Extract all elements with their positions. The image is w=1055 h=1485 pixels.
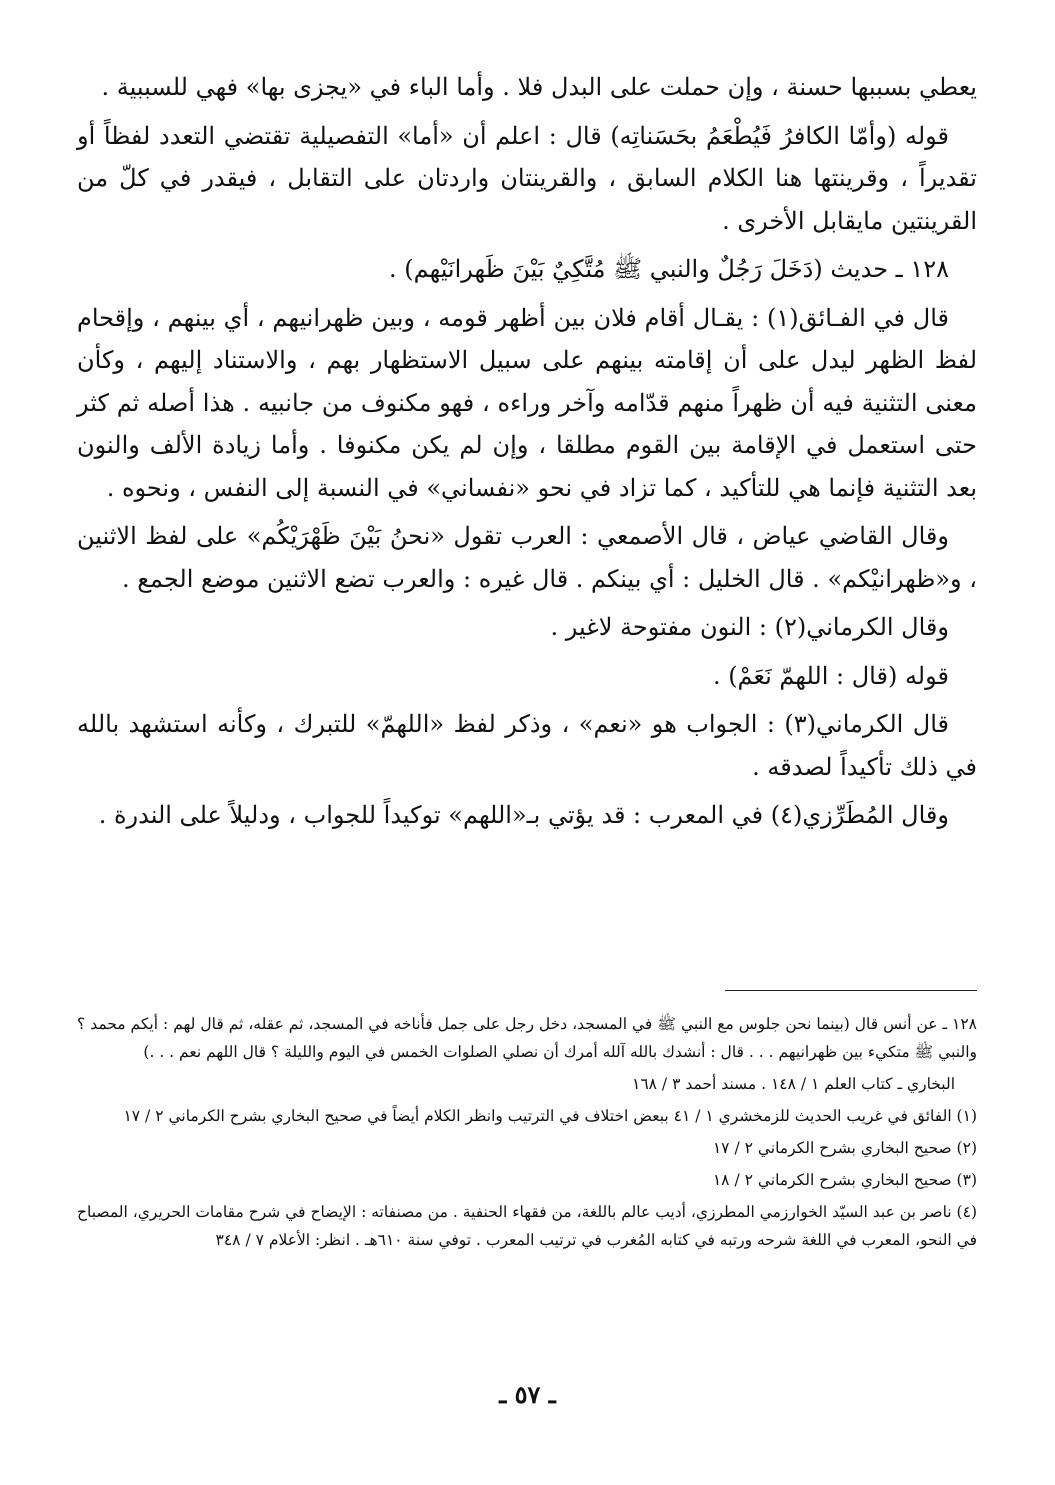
paragraph-allahumma-naam: قوله (قال : اللهمّ نَعَمْ) .: [712, 661, 949, 690]
footnotes-section: [77, 1010, 977, 1258]
page-number: ـ ٥٧ ـ: [499, 1380, 556, 1409]
footnote-2: (٢) صحيح البخاري بشرح الكرماني ٢ / ١٧: [712, 1139, 977, 1157]
paragraph-kirmani-jawab: قال الكرماني(٣) : الجواب هو «نعم» ، وذكر لفظ «اللهمّ» للتبرك ، وكأنه استشهد بالله في ذلك تأكيداً لصدقه .: [77, 710, 977, 781]
paragraph-kirmani-nun: وقال الكرماني(٢) : النون مفتوحة لاغير .: [550, 613, 949, 641]
footnote-1: (١) الفائق في غريب الحديث للزمخشري ١ / ٤١ ببعض اختلاف في الترتيب وانظر الكلام أيضاً في صحيح البخاري بشرح الكرماني ٢ / ١٧: [123, 1107, 977, 1125]
footnote-divider: [725, 990, 977, 991]
footnote-3: (٣) صحيح البخاري بشرح الكرماني ٢ / ١٨: [712, 1171, 977, 1189]
paragraph-qadi-iyad: وقال القاضي عياض ، قال الأصمعي : العرب تقول «نحنُ بَيْنَ ظَهْرَيْكُم» على لفظ الاثنين ، و«ظهرانيْكم» . قال الخليل : أي بينكم . قال غيره : والعرب تضع الاثنين موضع الجمع .: [77, 522, 977, 593]
paragraph-kafir-hasanat: قوله (وأمّا الكافرُ فَيُطْعَمُ بحَسَناتِه) قال : اعلم أن «أما» التفصيلية تقتضي التعدد لفظاً أو تقديراً ، وقرينتها هنا الكلام السابق ، والقرينتان واردتان على التقابل ، فيقدر في كلّ من القرينتين مايقابل الأخرى .: [77, 121, 977, 235]
footnote-4: (٤) ناصر بن عبد السيّد الخوارزمي المطرزي، أديب عالم باللغة، من فقهاء الحنفية . من مصنفاته : الإيضاح في شرح مقامات الحريري، المصباح في النحو، المعرب في اللغة شرحه ورتبه في كتابه المُغرب في ترتيب المعرب . توفي سنة ٦١٠هـ . انظر: الأعلام ٧ / ٣٤٨: [77, 1203, 977, 1249]
footnote-hadith-128-source: البخاري ـ كتاب العلم ١ / ١٤٨ . مسند أحمد ٣ / ١٦٨: [632, 1075, 955, 1093]
paragraph-faiq: قال في الفـائق(١) : يقـال أقام فلان بين أظهر قومه ، وبين ظهرانيهم ، أي بينهم ، وإقحام لفظ الظهر ليدل على أن إقامته بينهم على سبيل الاستظهار بهم ، والاستناد إليهم ، وكأن معنى التثنية فيه أن ظهراً منهم قدّامه وآخر وراءه ، فهو مكنوف من جانبيه . هذا أصله ثم كثر حتى استعمل في الإقامة بين القوم مطلقا ، وإن لم يكن مكنوفا . وأما زيادة الألف والنون بعد التثنية فإنما هي للتأكيد ، كما تزاد في نحو «نفساني» في النسبة إلى النفس ، ونحوه .: [77, 303, 977, 502]
hadith-128-heading: ١٢٨ ـ حديث (دَخَلَ رَجُلٌ والنبي ﷺ مُتَّكِيٌ بَيْنَ ظَهرانَيْهم) .: [389, 255, 949, 283]
main-text-body: [77, 66, 977, 843]
paragraph-mutarrizi: وقال المُطَرِّزي(٤) في المعرب : قد يؤتي بـ«اللهم» توكيداً للجواب ، ودليلاً على الندرة .: [98, 801, 949, 829]
paragraph-sababiyya: يعطي بسببها حسنة ، وإن حملت على البدل فلا . وأما الباء في «يجزى بها» فهي للسببية .: [101, 73, 977, 101]
footnote-hadith-128: ١٢٨ ـ عن أنس قال (بينما نحن جلوس مع النبي ﷺ في المسجد، دخل رجل على جمل فأناخه في المسجد، ثم عقله، ثم قال لهم : أيكم محمد ؟ والنبي ﷺ متكيء بين ظهرانيهم . . . قال : أنشدك بالله آلله أمرك أن نصلي الصلوات الخمس في اليوم والليلة ؟ قال اللهم نعم . . .): [77, 1015, 977, 1061]
